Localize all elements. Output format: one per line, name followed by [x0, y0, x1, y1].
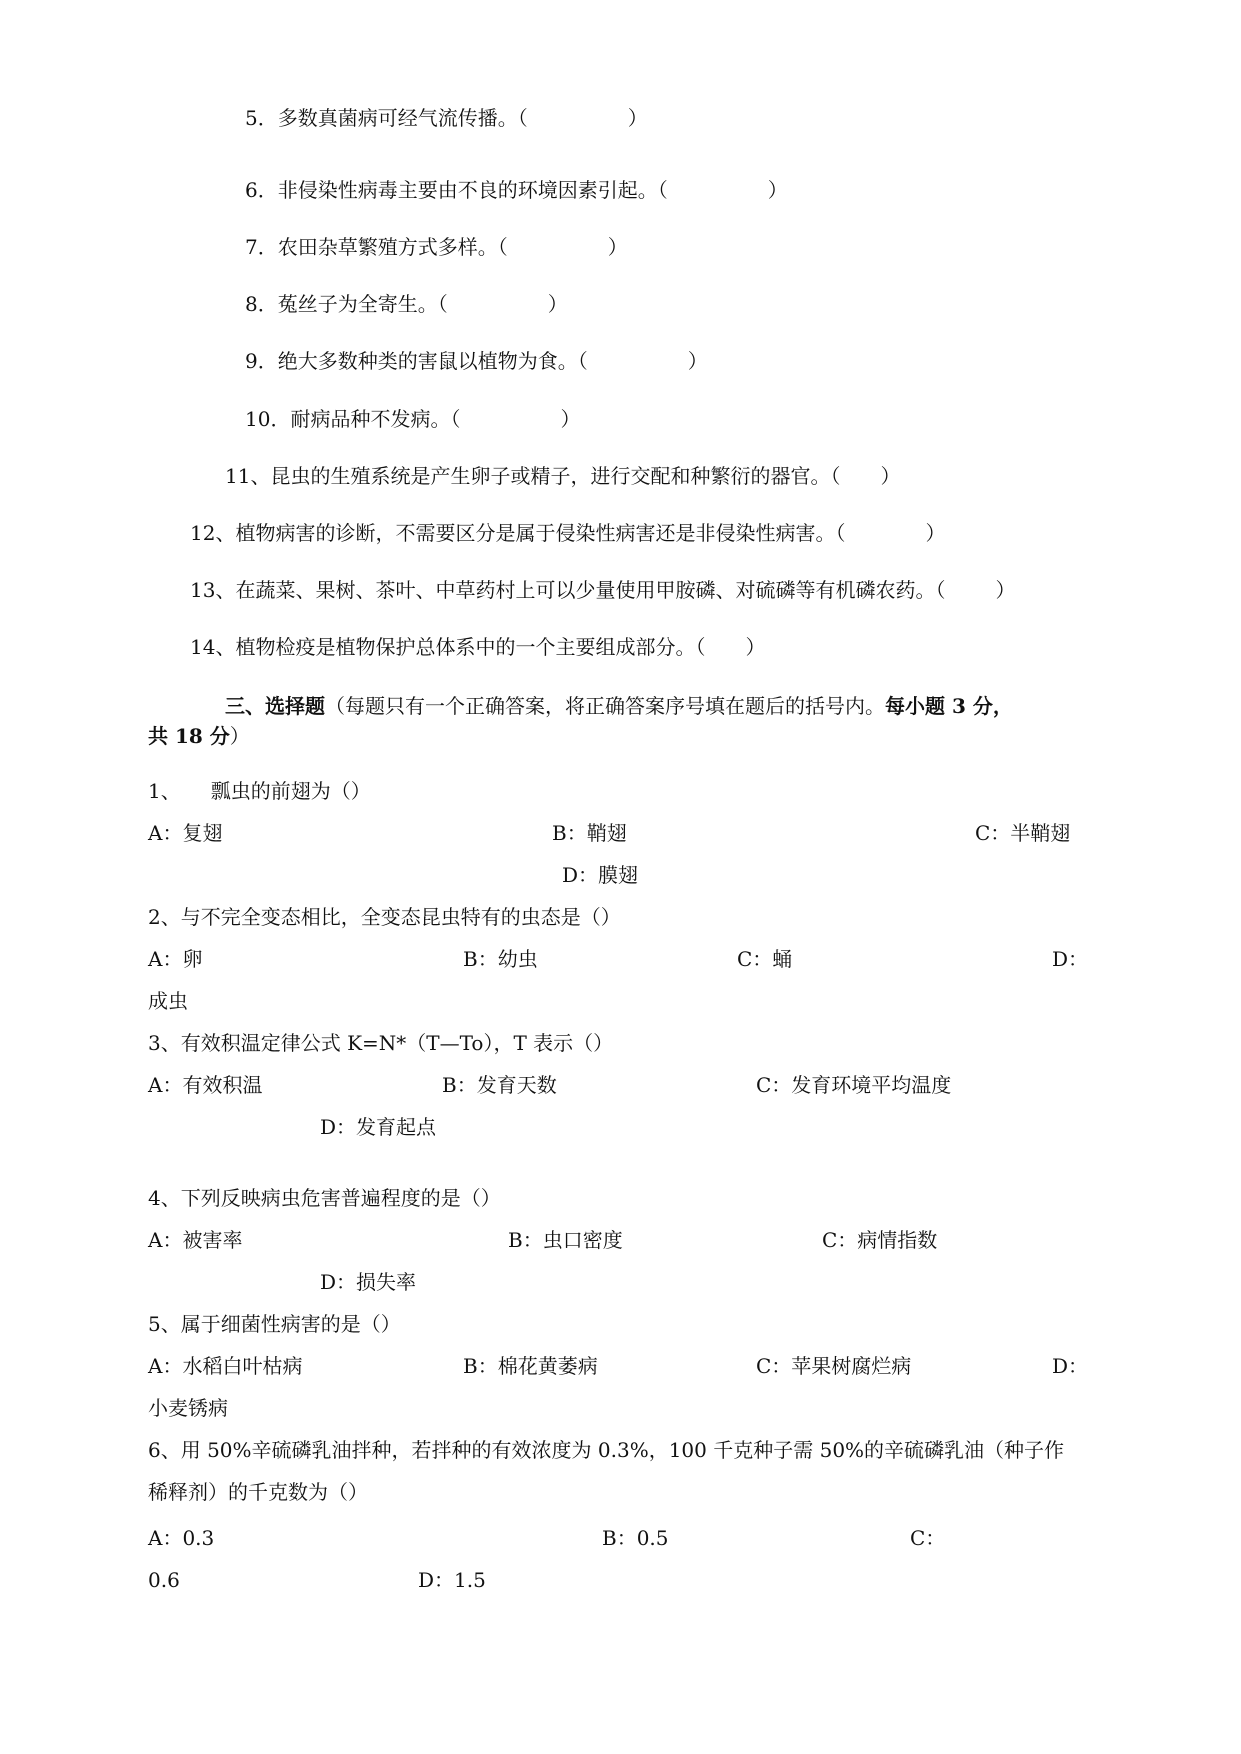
option-c-value: 0.6 — [148, 1568, 180, 1592]
question-stem: 6、用 50%辛硫磷乳油拌种，若拌种的有效浓度为 0.3%，100 千克种子需 50%的辛硫磷乳油（种子作 — [148, 1438, 1065, 1462]
option-c: C：蛹 — [737, 947, 793, 971]
section-heading-cont: 共 18 分） — [148, 724, 250, 748]
option-a: A：有效积温 — [148, 1073, 263, 1097]
option-d: D：1.5 — [418, 1568, 486, 1592]
judgment-item: 5．多数真菌病可经气流传播。（ ） — [245, 106, 648, 130]
judgment-item: 14、植物检疫是植物保护总体系中的一个主要组成部分。（ ） — [190, 635, 766, 659]
option-c: C：发育环境平均温度 — [756, 1073, 952, 1097]
option-d: D：损失率 — [320, 1270, 417, 1294]
option-a: A：水稻白叶枯病 — [148, 1354, 303, 1378]
option-d-text: 小麦锈病 — [148, 1396, 228, 1420]
judgment-item: 13、在蔬菜、果树、茶叶、中草药村上可以少量使用甲胺磷、对硫磷等有机磷农药。（ ） — [190, 578, 1016, 602]
question-stem: 4、下列反映病虫危害普遍程度的是（） — [148, 1186, 501, 1210]
option-d: D： — [1052, 947, 1089, 971]
option-b: B：虫口密度 — [508, 1228, 623, 1252]
judgment-item: 9．绝大多数种类的害鼠以植物为食。（ ） — [245, 349, 708, 373]
option-d-text: 成虫 — [148, 989, 188, 1013]
option-c: C：病情指数 — [822, 1228, 938, 1252]
question-stem: 5、属于细菌性病害的是（） — [148, 1312, 401, 1336]
option-a: A：0.3 — [148, 1526, 215, 1550]
question-stem: 2、与不完全变态相比，全变态昆虫特有的虫态是（） — [148, 905, 621, 929]
option-b: B：棉花黄萎病 — [463, 1354, 598, 1378]
option-c: C：苹果树腐烂病 — [756, 1354, 912, 1378]
question-stem: 1、 瓢虫的前翅为（） — [148, 779, 371, 803]
section-heading: 三、选择题（每题只有一个正确答案，将正确答案序号填在题后的括号内。每小题 3 分， — [225, 694, 1013, 718]
judgment-item: 8．菟丝子为全寄生。（ ） — [245, 292, 568, 316]
question-stem-cont: 稀释剂）的千克数为（） — [148, 1480, 368, 1504]
judgment-item: 7．农田杂草繁殖方式多样。（ ） — [245, 235, 628, 259]
judgment-item: 6．非侵染性病毒主要由不良的环境因素引起。（ ） — [245, 178, 788, 202]
option-d: D： — [1052, 1354, 1089, 1378]
judgment-item: 12、植物病害的诊断，不需要区分是属于侵染性病害还是非侵染性病害。（ ） — [190, 521, 946, 545]
judgment-item: 10．耐病品种不发病。（ ） — [245, 407, 581, 431]
question-stem: 3、有效积温定律公式 K=N*（T—To），T 表示（） — [148, 1031, 614, 1055]
option-c: C：半鞘翅 — [975, 821, 1071, 845]
option-c: C： — [910, 1526, 946, 1550]
option-a: A：被害率 — [148, 1228, 243, 1252]
option-d: D：发育起点 — [320, 1115, 437, 1139]
judgment-item: 11、昆虫的生殖系统是产生卵子或精子，进行交配和种繁衍的器官。（ ） — [225, 464, 901, 488]
option-d: D：膜翅 — [562, 863, 639, 887]
option-b: B：0.5 — [602, 1526, 669, 1550]
option-b: B：幼虫 — [463, 947, 538, 971]
option-a: A：复翅 — [148, 821, 223, 845]
option-a: A：卵 — [148, 947, 203, 971]
option-b: B：鞘翅 — [552, 821, 627, 845]
option-b: B：发育天数 — [442, 1073, 557, 1097]
